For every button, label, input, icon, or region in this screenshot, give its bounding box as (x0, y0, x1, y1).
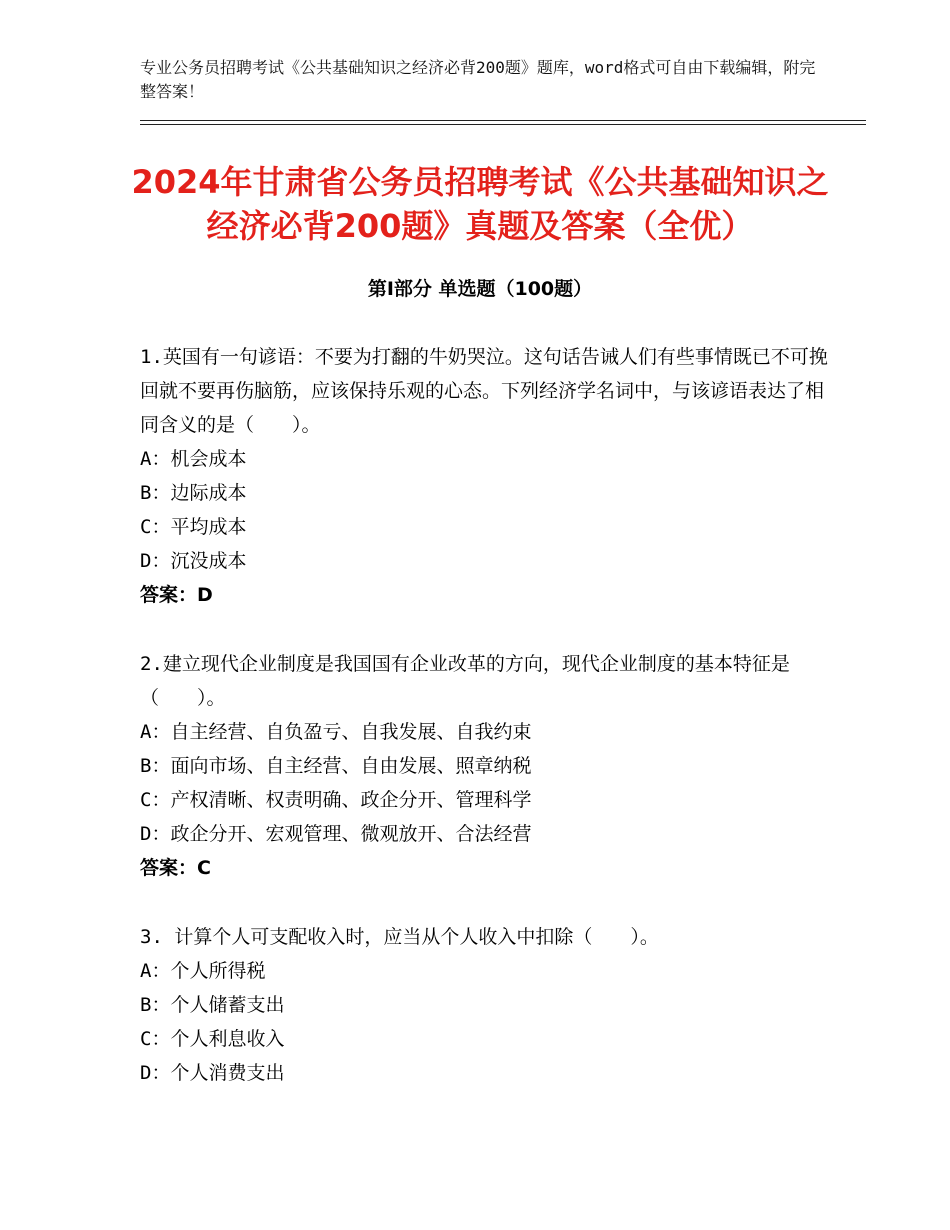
question-stem: 3. 计算个人可支配收入时，应当从个人收入中扣除（ ）。 (140, 926, 659, 948)
answer-line: 答案：C (140, 857, 211, 879)
question-1 (140, 340, 840, 612)
question-stem: 1.英国有一句谚语：不要为打翻的牛奶哭泣。这句话告诫人们有些事情既已不可挽回就不要再伤脑筋，应该保持乐观的心态。下列经济学名词中，与该谚语表达了相同含义的是（ ）。 (140, 346, 828, 436)
option-a: A：机会成本 (140, 448, 247, 470)
answer-line: 答案：D (140, 584, 213, 606)
header-divider-line-2 (140, 124, 866, 125)
option-b: B：面向市场、自主经营、自由发展、照章纳税 (140, 755, 532, 777)
option-a: A：个人所得税 (140, 960, 266, 982)
option-c: C：个人利息收入 (140, 1028, 285, 1050)
question-3 (140, 920, 840, 1090)
option-b: B：个人储蓄支出 (140, 994, 285, 1016)
header-note: 专业公务员招聘考试《公共基础知识之经济必背200题》题库，word格式可自由下载编辑，附完整答案！ (140, 58, 816, 101)
header-divider-line (140, 120, 866, 121)
option-d: D：沉没成本 (140, 550, 247, 572)
option-c: C：产权清晰、权责明确、政企分开、管理科学 (140, 789, 532, 811)
question-stem: 2.建立现代企业制度是我国国有企业改革的方向，现代企业制度的基本特征是（ ）。 (140, 653, 790, 709)
option-a: A：自主经营、自负盈亏、自我发展、自我约束 (140, 721, 532, 743)
option-b: B：边际成本 (140, 482, 247, 504)
question-2 (140, 647, 840, 885)
option-c: C：平均成本 (140, 516, 247, 538)
document-title: 2024年甘肃省公务员招聘考试《公共基础知识之经济必背200题》真题及答案（全优） (131, 163, 829, 245)
option-d: D：政企分开、宏观管理、微观放开、合法经营 (140, 823, 532, 845)
section-heading: 第I部分 单选题（100题） (367, 278, 593, 300)
option-d: D：个人消费支出 (140, 1062, 285, 1084)
